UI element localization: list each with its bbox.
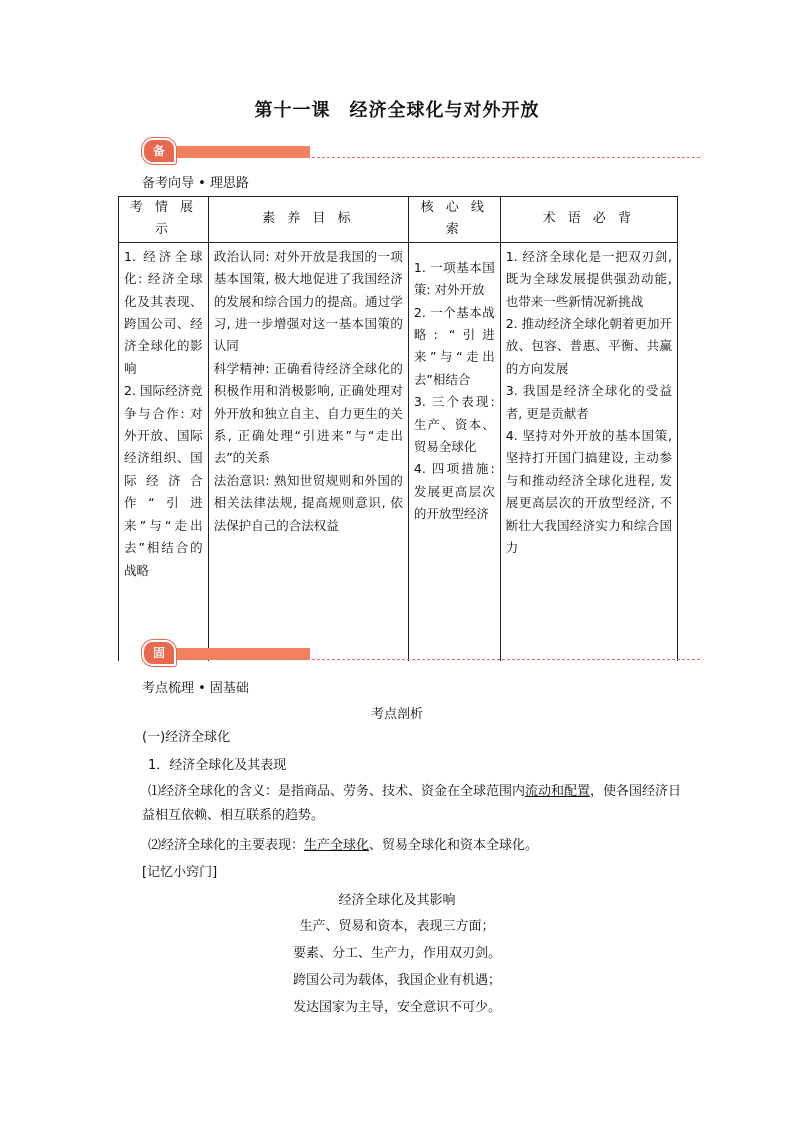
header-literacy-goals: 素 养 目 标 xyxy=(208,197,408,243)
list-item: 3. 三个表现: 生产、资本、贸易全球化 xyxy=(413,394,495,455)
table-cell-literacy-goals xyxy=(208,242,408,661)
list-item: 科学精神: 正确看待经济全球化的积极作用和消极影响, 正确处理对外开放和独立自主、自力更生的关系, 正确处理“引进来”与“走出去”的关系 xyxy=(213,360,403,466)
basics-badge-icon: 固 xyxy=(142,640,176,666)
underlined-keyword: 生产全球化 xyxy=(304,838,370,853)
table-row xyxy=(119,242,678,661)
header-key-terms: 术 语 必 背 xyxy=(500,197,677,243)
header-core-clues: 核 心 线 索 xyxy=(408,197,500,243)
poem-line: 要素、分工、生产力，作用双刃剑。 xyxy=(292,946,501,961)
page-title: 第十一课 经济全球化与对外开放 xyxy=(254,100,540,121)
list-item: 2. 推动经济全球化朝着更加开放、包容、普惠、平衡、共赢的方向发展 xyxy=(505,316,672,376)
banner-bar xyxy=(160,648,310,660)
header-exam-info: 考 情 展 示 xyxy=(119,197,209,243)
list-item: 2. 一个基本战略: “引进来”与“走出去”相结合 xyxy=(413,304,495,387)
point-heading: 1．经济全球化及其表现 xyxy=(148,758,287,773)
list-item: 4. 坚持对外开放的基本国策, 坚持打开国门搞建设, 主动参与和推动经济全球化进程, 发展更高层次的开放型经济, 不断壮大我国经济实力和综合国力 xyxy=(505,428,672,556)
list-item: 政治认同: 对外开放是我国的一项基本国策, 极大地促进了我国经济的发展和综合国力的提高。通过学习, 进一步增强对这一基本国策的认同 xyxy=(213,248,403,354)
section-label-prep: 备考向导 • 理思路 xyxy=(142,176,249,191)
list-item: 1. 经济全球化: 经济全球化及其表现、跨国公司、经济全球化的影响 xyxy=(124,248,203,376)
section-banner-basics xyxy=(142,640,700,660)
table-cell-key-terms xyxy=(500,242,677,661)
paragraph-text: ，使各国经济日益相互依赖、相互联系的趋势。 xyxy=(142,784,682,823)
prep-badge-icon: 备 xyxy=(142,138,176,164)
poem-title: 经济全球化及其影响 xyxy=(338,893,456,908)
poem-line: 发达国家为主导，安全意识不可少。 xyxy=(292,1000,501,1015)
list-item: 1. 一项基本国策: 对外开放 xyxy=(413,259,495,298)
list-item: 4. 四项措施: 发展更高层次的开放型经济 xyxy=(413,461,495,522)
banner-bar xyxy=(160,146,310,158)
underlined-keyword: 流动和配置 xyxy=(525,784,591,799)
section-banner-prep xyxy=(142,138,700,158)
list-item: 1. 经济全球化是一把双刃剑, 既为全球发展提供强劲动能, 也带来一些新情况新挑战 xyxy=(505,248,672,309)
paragraph-text: 、贸易全球化和资本全球化。 xyxy=(369,838,539,853)
list-item: 法治意识: 熟知世贸规则和外国的相关法律法规, 提高规则意识, 依法保护自己的合法权益 xyxy=(213,472,403,533)
part-heading: (一)经济全球化 xyxy=(142,730,231,745)
memory-tip-label: [记忆小窍门] xyxy=(142,865,218,880)
manifestation-paragraph xyxy=(148,834,688,858)
paragraph-text: ⑵经济全球化的主要表现： xyxy=(148,838,305,853)
definition-paragraph xyxy=(142,780,682,828)
list-item: 3. 我国是经济全球化的受益者, 更是贡献者 xyxy=(505,383,672,421)
section-label-basics: 考点梳理 • 固基础 xyxy=(142,681,249,696)
paragraph-text: ⑴经济全球化的含义：是指商品、劳务、技术、资金在全球范围内 xyxy=(148,784,526,799)
table-header-row xyxy=(119,197,678,243)
poem-line: 跨国公司为载体，我国企业有机遇； xyxy=(292,973,501,988)
table-cell-core-clues xyxy=(408,242,500,661)
guide-table xyxy=(118,196,678,661)
dashed-divider xyxy=(312,659,700,660)
table-cell-exam-info xyxy=(119,242,209,661)
list-item: 2. 国际经济竞争与合作: 对外开放、国际经济组织、国际经济合作“引进来”与“走出去”相结合的战略 xyxy=(124,383,203,578)
subheading: 考点剖析 xyxy=(370,707,423,722)
poem-line: 生产、贸易和资本，表现三方面； xyxy=(299,919,495,934)
dashed-divider xyxy=(312,157,700,158)
